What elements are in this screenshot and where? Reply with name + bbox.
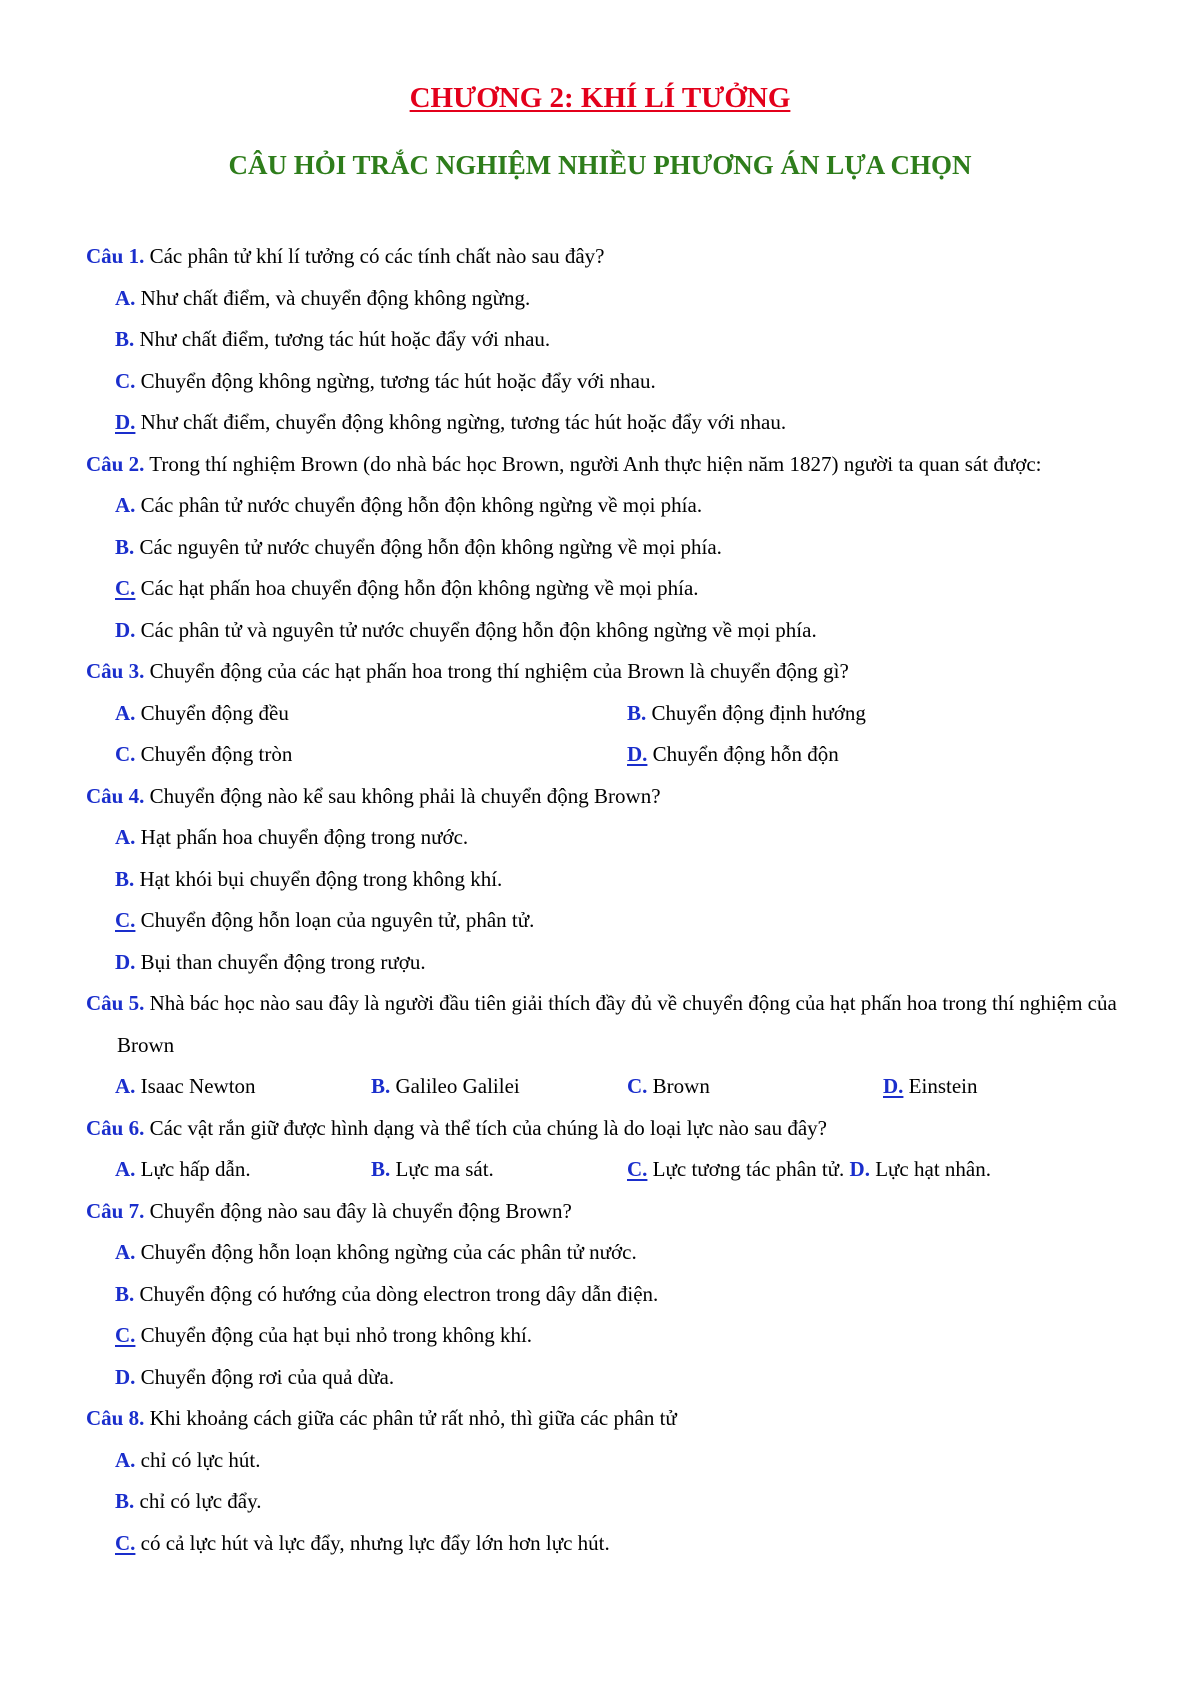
option-4d — [86, 942, 1146, 984]
option-letter: B. — [115, 327, 135, 351]
options-row-6 — [86, 1149, 1146, 1191]
option-text: Chuyển động hỗn độn — [647, 742, 839, 766]
correct-option-letter: C. — [115, 576, 136, 600]
option-8c — [86, 1523, 1146, 1565]
option-letter: B. — [115, 1489, 135, 1513]
option-text: Chuyển động đều — [135, 700, 289, 725]
option-5d — [883, 1066, 1139, 1108]
option-1b — [86, 319, 1146, 361]
question-text: Chuyển động của các hạt phấn hoa trong thí nghiệm của Brown là chuyển động gì? — [144, 659, 849, 683]
option-text: Các hạt phấn hoa chuyển động hỗn độn không ngừng về mọi phía. — [135, 576, 699, 600]
option-letter: D. — [115, 1364, 136, 1389]
option-text: Lực hấp dẫn. — [135, 1157, 251, 1181]
option-1d — [86, 402, 1146, 444]
options-row-3a — [86, 693, 1146, 735]
correct-option-letter: C. — [627, 1157, 648, 1181]
correct-option-letter: C. — [115, 1323, 136, 1347]
option-letter: B. — [627, 700, 647, 725]
question-4 — [86, 776, 1146, 818]
option-text: Hạt khói bụi chuyển động trong không khí. — [134, 866, 503, 891]
option-text: Lực hạt nhân. — [869, 1157, 991, 1181]
option-letter: C. — [627, 1074, 648, 1098]
option-3d — [627, 734, 1139, 776]
option-text: Galileo Galilei — [390, 1074, 520, 1098]
question-label: Câu 2. — [86, 451, 145, 476]
question-text: Khi khoảng cách giữa các phân tử rất nhỏ, thì giữa các phân tử — [144, 1406, 677, 1430]
option-letter: A. — [115, 285, 136, 310]
option-letter: B. — [115, 534, 135, 559]
question-label: Câu 7. — [86, 1198, 145, 1223]
question-1 — [86, 236, 1146, 278]
option-letter: B. — [115, 1281, 135, 1306]
question-text: Nhà bác học nào sau đây là người đầu tiên giải thích đầy đủ về chuyển động của hạt phấn hoa trong thí nghiệm của Brown — [117, 991, 1117, 1057]
option-letter: D. — [849, 1157, 870, 1181]
option-7b — [86, 1274, 1146, 1316]
option-letter: A. — [115, 493, 136, 517]
question-6 — [86, 1108, 1146, 1150]
option-text: Các phân tử và nguyên tử nước chuyển động hỗn độn không ngừng về mọi phía. — [135, 617, 817, 642]
option-text: Isaac Newton — [135, 1074, 256, 1098]
option-text: Chuyển động hỗn loạn không ngừng của các phân tử nước. — [135, 1240, 637, 1264]
option-text: Chuyển động định hướng — [646, 700, 866, 725]
option-letter: D. — [115, 949, 136, 974]
option-5a — [115, 1066, 371, 1108]
option-letter: C. — [115, 368, 136, 393]
option-7d — [86, 1357, 1146, 1399]
option-text: chỉ có lực hút. — [135, 1447, 261, 1472]
option-5b — [371, 1066, 627, 1108]
option-text: Hạt phấn hoa chuyển động trong nước. — [135, 825, 469, 849]
question-8 — [86, 1398, 1146, 1440]
option-8a — [86, 1440, 1146, 1482]
question-3 — [86, 651, 1146, 693]
question-text: Chuyển động nào kể sau không phải là chuyển động Brown? — [144, 783, 661, 808]
options-row-3b — [86, 734, 1146, 776]
option-4b — [86, 859, 1146, 901]
option-1c — [86, 361, 1146, 403]
option-2a — [86, 485, 1146, 527]
option-letter: A. — [115, 825, 136, 849]
question-label: Câu 8. — [86, 1406, 145, 1430]
option-1a — [86, 278, 1146, 320]
option-8b — [86, 1481, 1146, 1523]
option-text: Chuyển động hỗn loạn của nguyên tử, phân tử. — [135, 908, 535, 932]
options-row-5 — [86, 1066, 1146, 1108]
question-text: Chuyển động nào sau đây là chuyển động Brown? — [144, 1198, 572, 1223]
option-6a — [115, 1149, 371, 1191]
option-letter: B. — [371, 1157, 391, 1181]
option-2b — [86, 527, 1146, 569]
option-letter: B. — [371, 1074, 391, 1098]
option-2c — [86, 568, 1146, 610]
question-text: Trong thí nghiệm Brown (do nhà bác học Brown, người Anh thực hiện năm 1827) người ta quan sát được: — [144, 451, 1042, 476]
option-text: Bụi than chuyển động trong rượu. — [135, 949, 426, 974]
option-text: Như chất điểm, chuyển động không ngừng, tương tác hút hoặc đẩy với nhau. — [135, 410, 787, 434]
option-text: Brown — [647, 1074, 710, 1098]
option-3a — [115, 693, 627, 735]
correct-option-letter: D. — [115, 410, 136, 434]
option-letter: D. — [115, 617, 136, 642]
option-text: Einstein — [903, 1074, 978, 1098]
question-text: Các phân tử khí lí tưởng có các tính chất nào sau đây? — [144, 244, 605, 268]
option-text: Chuyển động của hạt bụi nhỏ trong không khí. — [135, 1323, 533, 1347]
question-label: Câu 6. — [86, 1115, 145, 1140]
chapter-title: CHƯƠNG 2: KHÍ LÍ TƯỞNG — [409, 82, 791, 114]
question-list — [86, 236, 1146, 1564]
question-label: Câu 1. — [86, 244, 145, 268]
question-2 — [86, 444, 1146, 486]
correct-option-letter: D. — [883, 1074, 904, 1098]
option-text: Chuyển động không ngừng, tương tác hút hoặc đẩy với nhau. — [135, 368, 656, 393]
option-text: Như chất điểm, và chuyển động không ngừng. — [135, 285, 531, 310]
option-text: Lực ma sát. — [390, 1157, 494, 1181]
option-5c — [627, 1066, 883, 1108]
option-letter: A. — [115, 1157, 136, 1181]
question-label: Câu 3. — [86, 659, 145, 683]
option-3c — [115, 734, 627, 776]
correct-option-letter: C. — [115, 1530, 136, 1555]
section-subtitle: CÂU HỎI TRẮC NGHIỆM NHIỀU PHƯƠNG ÁN LỰA CHỌN — [228, 150, 972, 180]
option-text: Chuyển động tròn — [135, 742, 293, 766]
option-letter: A. — [115, 1240, 136, 1264]
option-text: Các nguyên tử nước chuyển động hỗn độn không ngừng về mọi phía. — [134, 534, 722, 559]
correct-option-letter: D. — [627, 742, 648, 766]
question-text: Các vật rắn giữ được hình dạng và thể tích của chúng là do loại lực nào sau đây? — [144, 1115, 827, 1140]
option-text: chỉ có lực đẩy. — [134, 1489, 262, 1513]
option-letter: A. — [115, 700, 136, 725]
option-text: Chuyển động rơi của quả dừa. — [135, 1364, 395, 1389]
option-6c-6d — [627, 1149, 991, 1191]
option-letter: A. — [115, 1447, 136, 1472]
question-label: Câu 4. — [86, 783, 145, 808]
option-text: Lực tương tác phân tử. — [647, 1157, 845, 1181]
option-6b — [371, 1149, 627, 1191]
question-5 — [86, 983, 1146, 1066]
option-text: có cả lực hút và lực đẩy, nhưng lực đẩy lớn hơn lực hút. — [135, 1530, 610, 1555]
option-4c — [86, 900, 1146, 942]
option-letter: A. — [115, 1074, 136, 1098]
option-4a — [86, 817, 1146, 859]
option-letter: C. — [115, 742, 136, 766]
option-7a — [86, 1232, 1146, 1274]
option-2d — [86, 610, 1146, 652]
option-text: Chuyển động có hướng của dòng electron trong dây dẫn điện. — [134, 1281, 659, 1306]
option-7c — [86, 1315, 1146, 1357]
question-label: Câu 5. — [86, 991, 145, 1015]
option-letter: B. — [115, 866, 135, 891]
option-text: Các phân tử nước chuyển động hỗn độn không ngừng về mọi phía. — [135, 493, 703, 517]
option-text: Như chất điểm, tương tác hút hoặc đẩy với nhau. — [134, 327, 551, 351]
question-7 — [86, 1191, 1146, 1233]
correct-option-letter: C. — [115, 908, 136, 932]
option-3b — [627, 693, 1139, 735]
